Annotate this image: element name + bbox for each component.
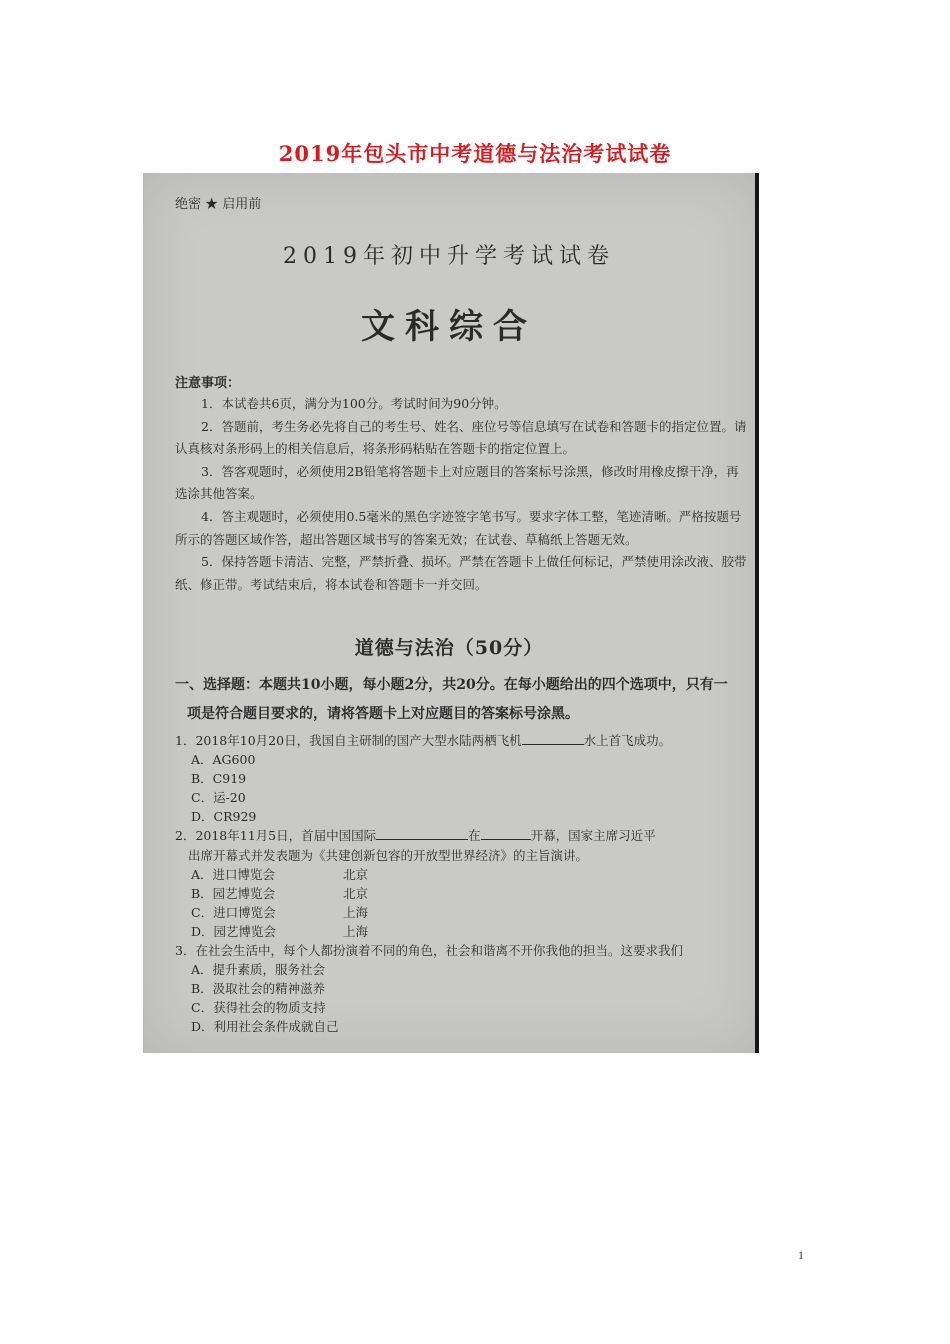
q2-option-a	[175, 865, 759, 884]
q3-option-c: C．获得社会的物质支持	[191, 1000, 326, 1016]
scan-dark-edge	[755, 173, 759, 1053]
q1-option-b: B．C919	[191, 771, 247, 787]
page-number: 1	[798, 1248, 804, 1262]
notice-item: 1．本试卷共6页，满分为100分。考试时间为90分钟。	[201, 396, 507, 411]
q1-stem-after: 水上首飞成功。	[583, 733, 672, 748]
q3-option-a: A．提升素质，服务社会	[191, 962, 326, 978]
question-list	[175, 731, 759, 1037]
question-2-stem	[175, 826, 759, 845]
q1-option-d: D．CR929	[191, 809, 257, 825]
question-2-stem-line2: 出席开幕式并发表题为《共建创新包容的开放型世界经济》的主旨演讲。	[188, 847, 589, 863]
answer-blank	[481, 828, 531, 840]
notice-item: 4．答主观题时，必须使用0.5毫米的黑色字迹签字笔书写。要求字体工整，笔迹清晰。严格按题号所示的答题区域作答，超出答题区域书写的答案无效；在试卷、草稿纸上答题无效。	[175, 508, 742, 547]
subject-title: 文科综合	[361, 307, 537, 347]
q3-option-d: D．利用社会条件成就自己	[191, 1019, 339, 1035]
section-title: 道德与法治（50分）	[354, 637, 544, 659]
q2-option-c-place: 上海	[343, 904, 369, 920]
q2-option-b	[175, 884, 759, 903]
answer-blank	[522, 733, 584, 745]
q2-stem-part3: 开幕，国家主席习近平	[530, 828, 656, 844]
q2-option-d	[175, 922, 759, 941]
part-heading-line: 一、选择题：本题共10小题，每小题2分，共20分。在每小题给出的四个选项中，只有一	[175, 677, 728, 693]
q1-option-c: C．运-20	[191, 790, 246, 806]
q2-option-a-text: A．进口博览会	[191, 866, 276, 882]
secret-label: 绝密 ★ 启用前	[175, 197, 262, 212]
document-title: 2019年包头市中考道德与法治考试试卷	[278, 141, 672, 166]
part-heading-line: 项是符合题目要求的，请将答题卡上对应题目的答案标号涂黑。	[187, 706, 579, 722]
q2-option-b-place: 北京	[343, 885, 369, 901]
q2-stem-part2: 在	[468, 828, 481, 844]
scanned-exam-page	[143, 173, 759, 1053]
q3-option-b: B．汲取社会的精神滋养	[191, 981, 326, 997]
question-3-stem: 3．在社会生活中，每个人都扮演着不同的角色，社会和谐离不开你我他的担当。这要求我们	[175, 943, 683, 959]
q2-option-d-place: 上海	[343, 923, 369, 939]
q2-option-b-text: B．园艺博览会	[191, 885, 276, 901]
question-1-stem	[175, 731, 759, 750]
q2-option-c	[175, 903, 759, 922]
q2-option-a-place: 北京	[343, 866, 369, 882]
q2-option-c-text: C．进口博览会	[191, 904, 276, 920]
q2-stem-part1: 2．2018年11月5日，首届中国国际	[175, 828, 377, 844]
notice-list	[175, 393, 749, 596]
notice-heading: 注意事项：	[175, 376, 241, 391]
q1-stem-before: 1．2018年10月20日，我国自主研制的国产大型水陆两栖飞机	[175, 733, 522, 748]
notice-item: 2．答题前，考生务必先将自己的考生号、姓名、座位号等信息填写在试卷和答题卡的指定位置。请认真核对条形码上的相关信息后，将条形码粘贴在答题卡的指定位置上。	[175, 418, 747, 457]
notice-item: 3．答客观题时，必须使用2B铅笔将答题卡上对应题目的答案标号涂黑，修改时用橡皮擦干净，再选涂其他答案。	[175, 463, 739, 502]
notice-item: 5．保持答题卡清洁、完整，严禁折叠、损坏。严禁在答题卡上做任何标记，严禁使用涂改液、胶带纸、修正带。考试结束后，将本试卷和答题卡一并交回。	[175, 554, 747, 592]
q2-option-d-text: D．园艺博览会	[191, 923, 277, 939]
q1-option-a: A．AG600	[191, 752, 256, 768]
exam-title: 2019年初中升学考试试卷	[283, 244, 615, 269]
part-heading	[175, 671, 753, 729]
answer-blank	[376, 828, 468, 840]
